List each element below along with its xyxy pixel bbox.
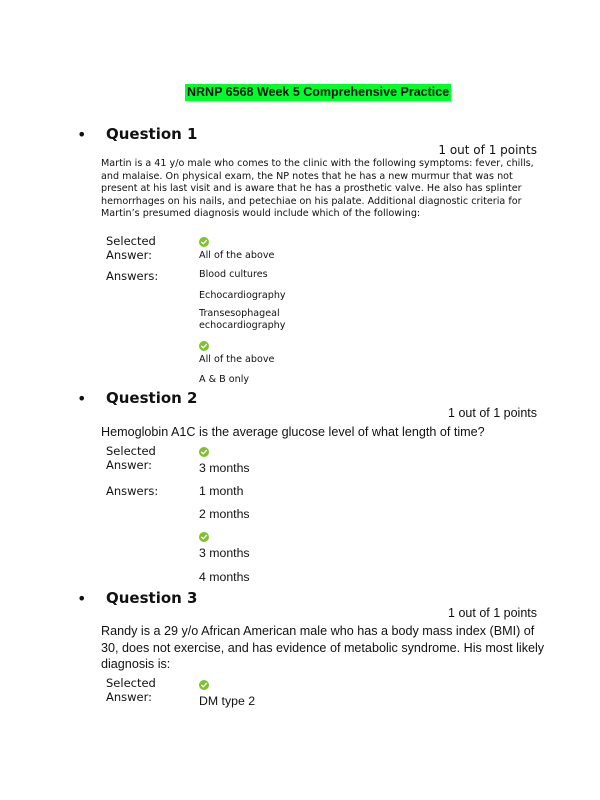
answer-option: Transesophageal echocardiography [199,308,286,331]
check-circle-icon [199,447,209,457]
selected-answer: 3 months [199,461,250,475]
answer-option: 1 month [199,484,244,498]
question-points: 1 out of 1 points [438,143,537,157]
selected-answer-label: Selected Answer: [106,676,156,704]
selected-answer: DM type 2 [199,694,256,708]
question-heading: Question 3 [106,589,198,607]
question-points: 1 out of 1 points [448,606,537,620]
check-circle-icon [199,532,209,542]
question-text: Hemoglobin A1C is the average glucose level of what length of time? [101,425,485,439]
bullet: • [77,589,87,608]
answer-option: 2 months [199,507,250,521]
question-points: 1 out of 1 points [448,406,537,420]
question-heading: Question 1 [106,125,198,143]
answer-option-correct: All of the above [199,354,275,365]
selected-answer: All of the above [199,250,275,261]
selected-answer-label: Selected Answer: [106,444,156,472]
answers-label: Answers: [106,269,159,283]
question-heading: Question 2 [106,389,198,407]
question-text: Martin is a 41 y/o male who comes to the clinic with the following symptoms: fever, chills, and malaise. On physical exam, the NP notes that he has a new murmur that was not present at his last visit and is aware that he has a prosthetic valve. He also has splinter hemorrhages on his nails, and petechiae on his palate. Additional diagnostic criteria for Martin’s presumed diagnosis would include which of the following: [101,158,534,219]
check-circle-icon [199,680,209,690]
answer-option: 4 months [199,570,250,584]
check-circle-icon [199,237,209,247]
bullet: • [77,125,87,144]
answers-label: Answers: [106,484,159,498]
selected-answer-label: Selected Answer: [106,234,156,262]
page-title: NRNP 6568 Week 5 Comprehensive Practice [187,85,450,99]
question-text: Randy is a 29 y/o African American male who has a body mass index (BMI) of 30, does not exercise, and has evidence of metabolic syndrome. His most likely diagnosis is: [101,624,545,671]
answer-option: Echocardiography [199,290,286,301]
answer-option-correct: 3 months [199,546,250,560]
bullet: • [77,389,87,408]
check-circle-icon [199,341,209,351]
answer-option: Blood cultures [199,269,268,280]
answer-option: A & B only [199,374,250,385]
